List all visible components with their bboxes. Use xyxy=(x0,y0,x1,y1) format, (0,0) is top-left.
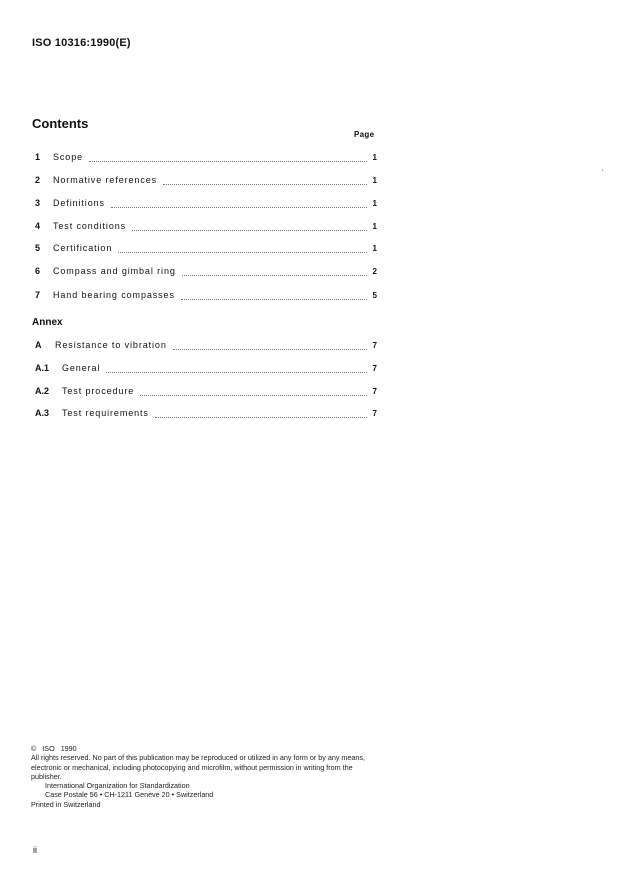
toc-entry-label: Compass and gimbal ring xyxy=(53,266,176,276)
leader-dots xyxy=(173,348,367,350)
toc-entry-number: 6 xyxy=(35,266,41,276)
copyright-icon: © xyxy=(31,744,37,753)
toc-annex-entry-a2[interactable] xyxy=(35,386,377,398)
document-id-header: ISO 10316:1990(E) xyxy=(32,37,131,49)
toc-entry-page: 1 xyxy=(372,153,377,162)
toc-entry-test-conditions[interactable] xyxy=(35,221,377,233)
leader-dots xyxy=(181,298,367,300)
toc-entry-number: 4 xyxy=(35,221,41,231)
toc-entry-number: A.1 xyxy=(35,363,50,373)
rights-statement: All rights reserved. No part of this publication may be reproduced or utilized in any form or by any means, electronic or mechanical, including photocopying and microfilm, without permission in writing from the publisher. xyxy=(31,753,365,781)
copyright-line xyxy=(31,744,377,753)
toc-entry-normative-references[interactable] xyxy=(35,175,377,187)
toc-entry-page: 7 xyxy=(372,364,377,373)
toc-entry-label: Scope xyxy=(53,152,84,162)
toc-entry-page: 5 xyxy=(372,291,377,300)
leader-dots xyxy=(163,183,367,185)
toc-entry-label: Normative references xyxy=(53,175,158,185)
toc-entry-definitions[interactable] xyxy=(35,198,377,210)
toc-entry-page: 7 xyxy=(372,341,377,350)
toc-entry-page: 1 xyxy=(372,222,377,231)
leader-dots xyxy=(140,394,366,396)
leader-dots xyxy=(132,229,367,231)
printed-location: Printed in Switzerland xyxy=(31,799,101,809)
toc-entry-scope[interactable] xyxy=(35,152,377,164)
leader-dots xyxy=(155,416,367,418)
leader-dots xyxy=(182,274,367,276)
toc-entry-label: Definitions xyxy=(53,198,105,208)
copyright-notice xyxy=(31,744,377,809)
stray-scan-mark: ʼ xyxy=(602,170,604,177)
toc-entry-label: Test procedure xyxy=(62,386,135,396)
toc-entry-label: Resistance to vibration xyxy=(55,340,167,350)
toc-annex-entry-a1[interactable] xyxy=(35,363,377,375)
contents-title: Contents xyxy=(32,116,89,131)
leader-dots xyxy=(89,160,367,162)
organization-name: International Organization for Standardization xyxy=(45,781,190,791)
toc-entry-hand-bearing-compasses[interactable] xyxy=(35,290,377,302)
organization-address: Case Postale 56 • CH-1211 Genève 20 • Switzerland xyxy=(45,790,214,800)
toc-entry-page: 1 xyxy=(372,176,377,185)
toc-entry-page: 2 xyxy=(372,267,377,276)
toc-entry-number: 3 xyxy=(35,198,41,208)
toc-entry-page: 7 xyxy=(372,387,377,396)
toc-entry-number: 1 xyxy=(35,152,41,162)
toc-annex-entry-a3[interactable] xyxy=(35,408,377,420)
toc-entry-number: 5 xyxy=(35,243,41,253)
toc-entry-page: 7 xyxy=(372,409,377,418)
toc-annex-entry-a[interactable] xyxy=(35,340,377,352)
leader-dots xyxy=(118,251,366,253)
toc-entry-label: Hand bearing compasses xyxy=(53,290,175,300)
toc-entry-compass-and-gimbal-ring[interactable] xyxy=(35,266,377,278)
toc-entry-number: A.3 xyxy=(35,408,50,418)
copyright-year: 1990 xyxy=(60,744,77,753)
leader-dots xyxy=(106,371,366,373)
toc-entry-certification[interactable] xyxy=(35,243,377,255)
page-number: ii xyxy=(33,845,37,855)
toc-entry-page: 1 xyxy=(372,199,377,208)
annex-heading: Annex xyxy=(32,317,63,328)
copyright-org: ISO xyxy=(42,744,55,753)
toc-entry-label: Certification xyxy=(53,243,113,253)
leader-dots xyxy=(111,206,367,208)
toc-entry-number: 7 xyxy=(35,290,41,300)
toc-entry-label: General xyxy=(62,363,101,373)
toc-entry-label: Test conditions xyxy=(53,221,127,231)
toc-entry-label: Test requirements xyxy=(62,408,149,418)
toc-entry-page: 1 xyxy=(372,244,377,253)
toc-entry-number: A.2 xyxy=(35,386,50,396)
toc-entry-number: 2 xyxy=(35,175,41,185)
toc-entry-number: A xyxy=(35,340,42,350)
page-column-label: Page xyxy=(354,130,375,139)
